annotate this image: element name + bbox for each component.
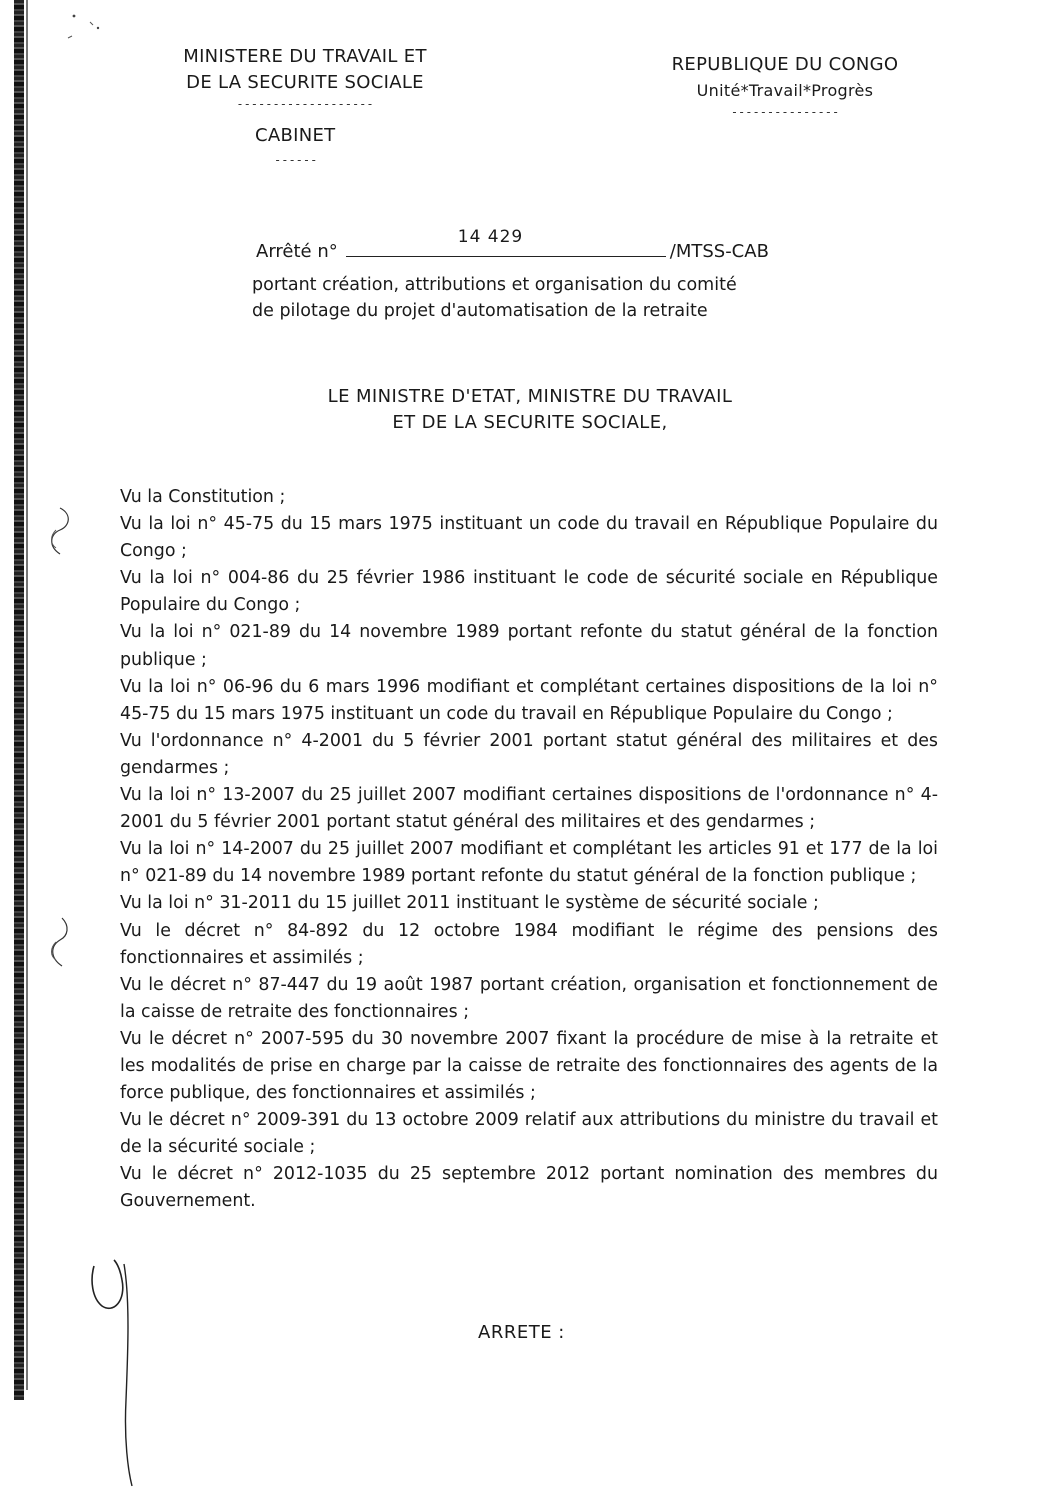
closing-arrete: ARRETE :	[478, 1322, 565, 1343]
issuing-authority	[200, 384, 860, 436]
authority-line2: ET DE LA SECURITE SOCIALE,	[392, 412, 668, 433]
visa-item: Vu le décret n° 2009-391 du 13 octobre 2009 relatif aux attributions du ministre du travail et de la sécurité sociale ;	[120, 1110, 938, 1158]
visa-item: Vu la Constitution ;	[120, 487, 286, 507]
decree-suffix: /MTSS-CAB	[669, 241, 769, 262]
scan-binding-edge	[14, 0, 24, 1400]
decree-reference	[256, 227, 816, 265]
visa-item: Vu la loi n° 45-75 du 15 mars 1975 instituant un code du travail en République Populaire du Congo ;	[120, 514, 938, 562]
ministry-name-line1: MINISTERE DU TRAVAIL ET	[183, 46, 427, 67]
decree-title-line1: portant création, attributions et organisation du comité	[252, 275, 737, 295]
visa-item: Vu la loi n° 021-89 du 14 novembre 1989 portant refonte du statut général de la fonction publique ;	[120, 622, 938, 670]
national-motto: Unité*Travail*Progrès	[696, 81, 874, 100]
decree-title	[252, 272, 812, 324]
ministry-rule: -------------------	[236, 97, 374, 111]
handwritten-initial-signature	[80, 1240, 160, 1490]
visas-list	[120, 484, 938, 1216]
visa-item: Vu la loi n° 14-2007 du 25 juillet 2007 modifiant et complétant les articles 91 et 177 de la loi n° 021-89 du 14 novembre 1989 portant refonte du statut général de la fonction publique ;	[120, 839, 938, 887]
decree-number-blank	[346, 227, 666, 257]
visa-item: Vu l'ordonnance n° 4-2001 du 5 février 2001 portant statut général des militaires et des gendarmes ;	[120, 730, 938, 778]
visa-item: Vu le décret n° 2012-1035 du 25 septembre 2012 portant nomination des membres du Gouvernement.	[120, 1164, 938, 1212]
visa-item: Vu le décret n° 2007-595 du 30 novembre 2007 fixant la procédure de mise à la retraite et les modalités de prise en charge par la caisse de retraite des fonctionnaires des agents de la force publique, des fonctionnaires et assimilés ;	[120, 1028, 938, 1104]
republic-name: REPUBLIQUE DU CONGO	[671, 54, 899, 75]
ministry-header	[140, 44, 470, 112]
scan-specks	[60, 8, 120, 48]
republic-rule: ---------------	[730, 105, 840, 119]
visa-item: Vu le décret n° 84-892 du 12 octobre 1984 modifiant le régime des pensions des fonctionnaires et assimilés ;	[120, 920, 938, 968]
visa-item: Vu le décret n° 87-447 du 19 août 1987 portant création, organisation et fonctionnement de la caisse de retraite des fonctionnaires ;	[120, 974, 938, 1022]
margin-curl-mark-upper	[38, 500, 74, 560]
decree-number: 14 429	[457, 227, 524, 247]
visa-item: Vu la loi n° 06-96 du 6 mars 1996 modifiant et complétant certaines dispositions de la loi n° 45-75 du 15 mars 1975 instituant un code du travail en République Populaire du Congo ;	[120, 676, 938, 724]
decree-label: Arrêté n°	[256, 241, 338, 262]
visa-item: Vu la loi n° 31-2011 du 15 juillet 2011 instituant le système de sécurité sociale ;	[120, 893, 819, 914]
authority-line1: LE MINISTRE D'ETAT, MINISTRE DU TRAVAIL	[327, 386, 733, 407]
cabinet-rule: ------	[274, 153, 318, 167]
scan-edge-line	[26, 0, 28, 1390]
ministry-name-line2: DE LA SECURITE SOCIALE	[186, 72, 424, 93]
visa-item: Vu la loi n° 004-86 du 25 février 1986 instituant le code de sécurité sociale en République Populaire du Congo ;	[120, 568, 938, 616]
decree-title-line2: de pilotage du projet d'automatisation de la retraite	[252, 301, 708, 321]
cabinet-label: CABINET	[255, 125, 336, 146]
republic-header	[640, 52, 930, 120]
margin-curl-mark-lower	[38, 912, 74, 972]
visa-item: Vu la loi n° 13-2007 du 25 juillet 2007 modifiant certaines dispositions de l'ordonnance n° 4-2001 du 5 février 2001 portant statut général des militaires et des gendarmes ;	[120, 785, 938, 833]
